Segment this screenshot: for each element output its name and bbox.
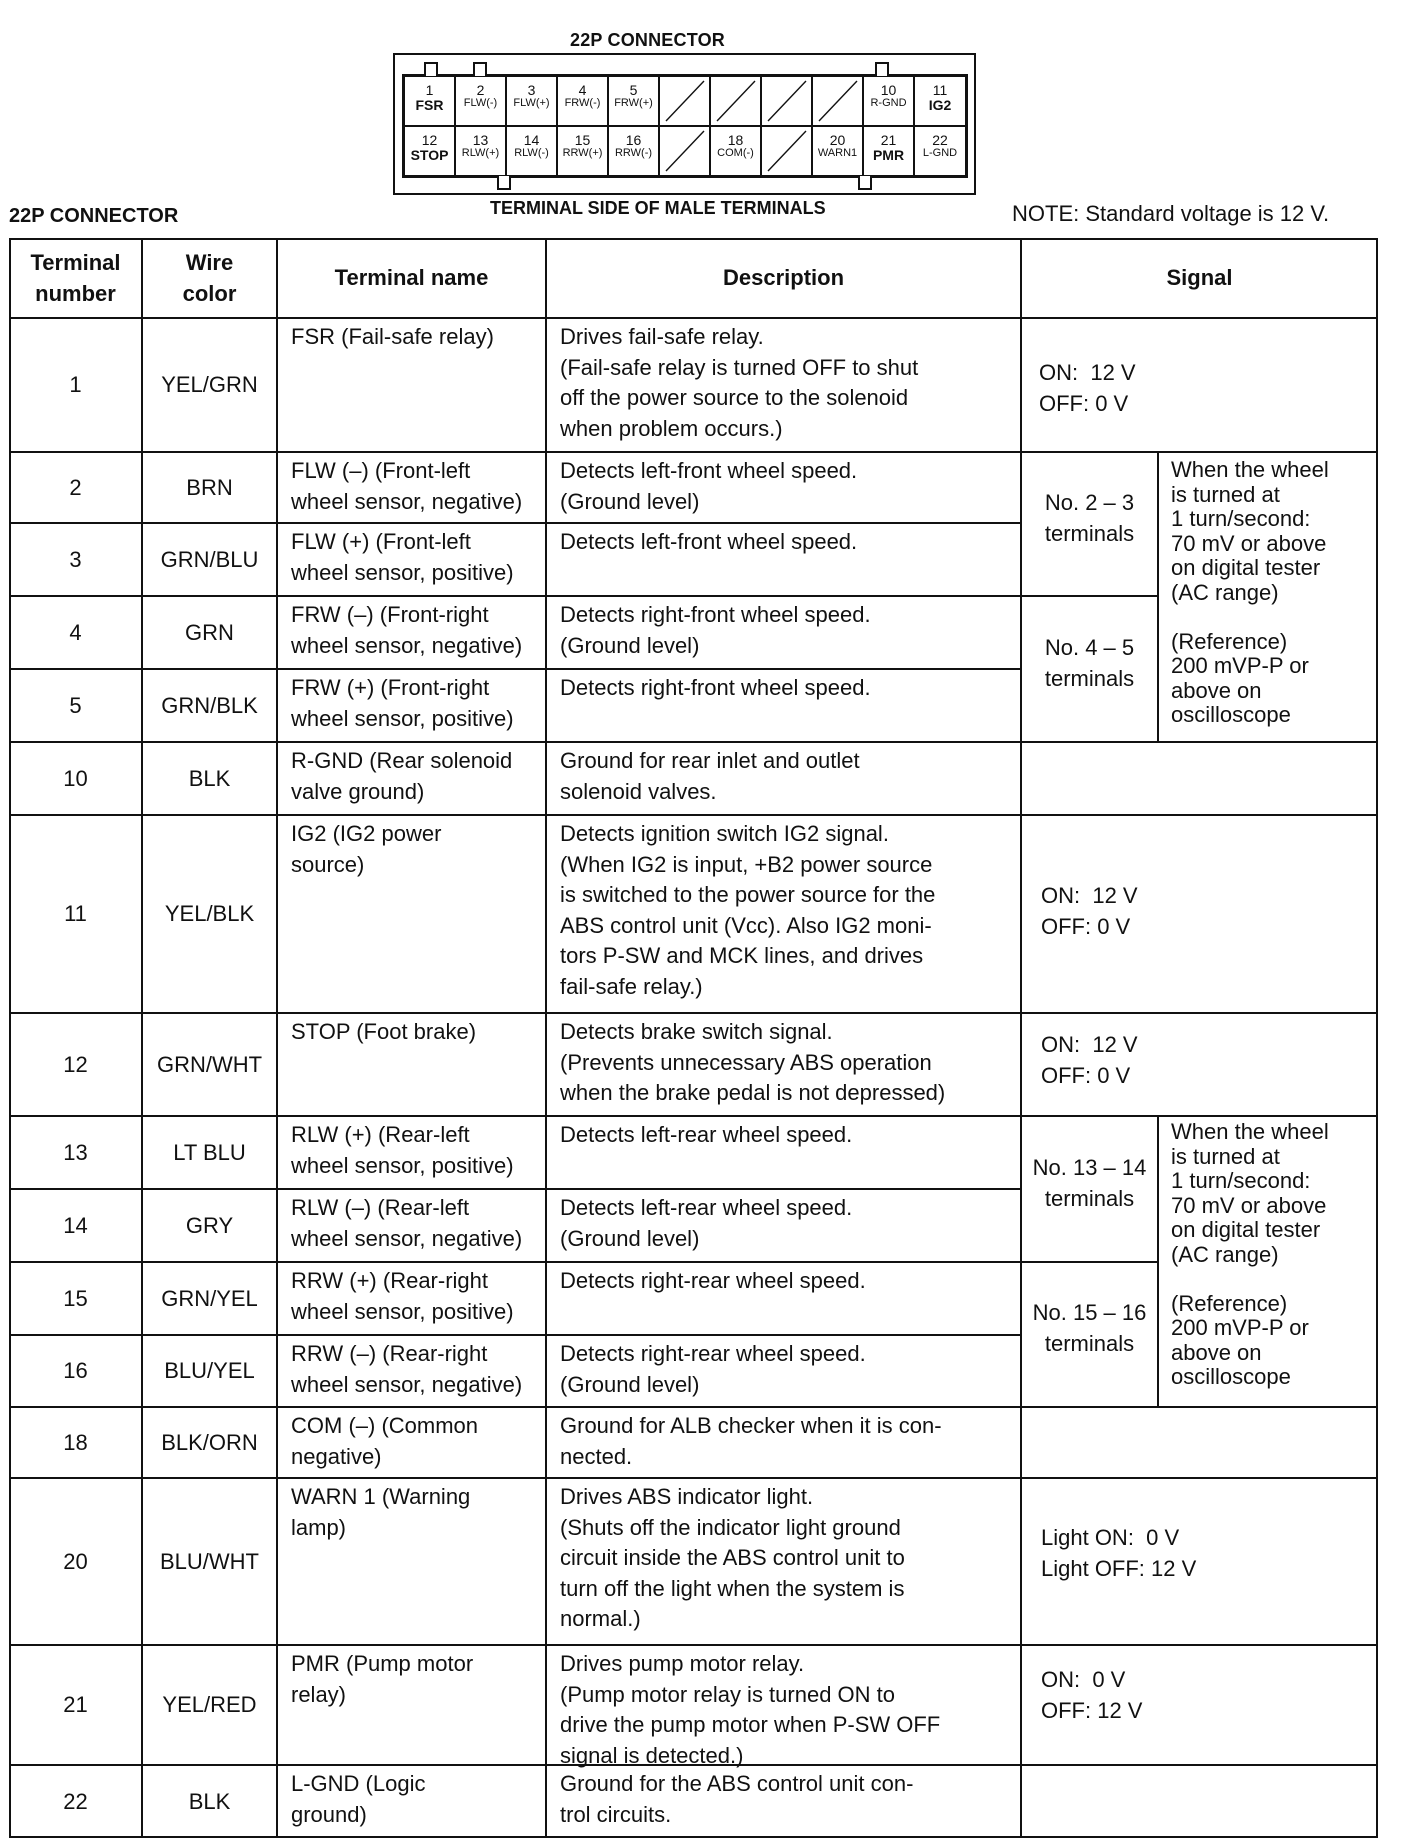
wire-color: BLU/YEL <box>164 1358 255 1383</box>
terminal-name: FLW (+) (Front-left wheel sensor, positive) <box>291 529 514 585</box>
wire-color: GRN/WHT <box>156 1051 263 1077</box>
terminal-description: Detects right-rear wheel speed. <box>560 1268 866 1293</box>
pin-13: 13 RLW(+) <box>455 126 506 176</box>
wire-color: BLK <box>188 765 231 791</box>
header-terminal-number: Terminal number <box>30 250 121 306</box>
terminal-description: Detects right-rear wheel speed. (Ground level) <box>560 1341 866 1397</box>
signal-group-15-16: No. 15 – 16 terminals <box>1032 1300 1147 1356</box>
wire-color: BLK <box>188 1788 231 1814</box>
wire-color: GRY <box>185 1212 234 1238</box>
section-title: 22P CONNECTOR <box>9 205 179 227</box>
header-description: Description <box>722 265 845 290</box>
terminal-number: 4 <box>69 619 82 645</box>
connector-lock-tab <box>497 176 511 190</box>
terminal-name: WARN 1 (Warning lamp) <box>291 1484 471 1540</box>
terminal-name: FSR (Fail-safe relay) <box>291 324 494 349</box>
terminal-number: 3 <box>69 546 82 572</box>
terminal-number: 22 <box>63 1788 88 1814</box>
header-wire-color: Wire color <box>182 250 237 306</box>
wire-color: YEL/BLK <box>164 901 255 926</box>
terminal-number: 14 <box>63 1212 88 1238</box>
wheel-signal-note-1: When the wheel is turned at 1 turn/second: 70 mV or above on digital tester (AC range) (Reference) 200 mVP-P or above on oscilloscope <box>1171 457 1329 727</box>
signal-12: ON: 12 V OFF: 0 V <box>1041 1032 1138 1088</box>
terminal-description: Drives pump motor relay. (Pump motor relay is turned ON to drive the pump motor when P-SW OFF signal is detected.) <box>560 1651 941 1768</box>
connector-title: 22P CONNECTOR <box>570 30 725 50</box>
pin-11: 11 IG2 <box>914 76 966 126</box>
wire-color: GRN/YEL <box>161 1285 258 1311</box>
pin-20: 20 WARN1 <box>812 126 863 176</box>
pin-22: 22 L-GND <box>914 126 966 176</box>
terminal-description: Detects left-rear wheel speed. <box>560 1122 853 1147</box>
header-signal: Signal <box>1166 265 1233 290</box>
signal-11: ON: 12 V OFF: 0 V <box>1041 883 1138 939</box>
terminal-name: FRW (+) (Front-right wheel sensor, positive) <box>291 675 514 731</box>
wire-color: GRN/BLU <box>160 546 259 572</box>
terminal-description: Ground for the ABS control unit con- trol circuits. <box>560 1771 914 1827</box>
terminal-description: Ground for ALB checker when it is con- nected. <box>560 1413 942 1469</box>
terminal-number: 18 <box>63 1429 88 1455</box>
terminal-number: 2 <box>69 474 82 500</box>
connector-lock-tab <box>858 176 872 190</box>
pin-5: 5 FRW(+) <box>608 76 659 126</box>
terminal-name: FLW (–) (Front-left wheel sensor, negative) <box>291 458 523 514</box>
signal-1: ON: 12 V OFF: 0 V <box>1039 360 1136 416</box>
terminal-number: 5 <box>69 692 82 718</box>
connector-lock-tab <box>424 62 438 76</box>
wheel-signal-note-2: When the wheel is turned at 1 turn/second: 70 mV or above on digital tester (AC range) (Reference) 200 mVP-P or above on oscilloscope <box>1171 1119 1329 1389</box>
terminal-number: 13 <box>63 1139 88 1165</box>
header-terminal-name: Terminal name <box>334 265 489 290</box>
terminal-description: Ground for rear inlet and outlet solenoid valves. <box>560 748 860 804</box>
pin-15: 15 RRW(+) <box>557 126 608 176</box>
connector-face <box>402 74 968 178</box>
terminal-number: 10 <box>63 765 88 791</box>
pin-21: 21 PMR <box>863 126 914 176</box>
terminal-name: FRW (–) (Front-right wheel sensor, negative) <box>291 602 523 658</box>
terminal-number: 12 <box>63 1051 88 1077</box>
pin-2: 2 FLW(-) <box>455 76 506 126</box>
signal-group-13-14: No. 13 – 14 terminals <box>1032 1155 1147 1211</box>
wire-color: GRN <box>185 619 234 645</box>
terminal-number: 11 <box>64 901 87 926</box>
terminal-number: 16 <box>63 1358 88 1383</box>
pin-3: 3 FLW(+) <box>506 76 557 126</box>
terminal-description: Detects left-front wheel speed. <box>560 529 858 554</box>
connector-lock-tab <box>473 62 487 76</box>
terminal-name: PMR (Pump motor relay) <box>291 1651 474 1707</box>
terminal-number: 21 <box>63 1692 88 1717</box>
terminal-number: 15 <box>63 1285 88 1311</box>
wire-color: YEL/RED <box>162 1692 257 1717</box>
signal-21: ON: 0 V OFF: 12 V <box>1041 1667 1143 1723</box>
pin-12: 12 STOP <box>404 126 455 176</box>
terminal-number: 20 <box>63 1548 88 1574</box>
terminal-name: RRW (+) (Rear-right wheel sensor, positive) <box>291 1268 514 1324</box>
terminal-name: COM (–) (Common negative) <box>291 1413 479 1469</box>
connector-lock-tab <box>875 62 889 76</box>
terminal-description: Drives fail-safe relay. (Fail-safe relay is turned OFF to shut off the power source to the solenoid when problem occurs.) <box>560 324 919 441</box>
wire-color: YEL/GRN <box>161 372 258 397</box>
terminal-name: STOP (Foot brake) <box>291 1019 477 1044</box>
terminal-table <box>9 238 1378 1838</box>
signal-group-2-3: No. 2 – 3 terminals <box>1044 490 1135 546</box>
wire-color: BLU/WHT <box>160 1548 259 1574</box>
terminal-description: Detects right-front wheel speed. (Ground level) <box>560 602 871 658</box>
wire-color: GRN/BLK <box>161 692 258 718</box>
pin-16: 16 RRW(-) <box>608 126 659 176</box>
terminal-name: RLW (–) (Rear-left wheel sensor, negative) <box>291 1195 523 1251</box>
terminal-description: Detects brake switch signal. (Prevents unnecessary ABS operation when the brake pedal is not depressed) <box>560 1019 946 1105</box>
signal-20: Light ON: 0 V Light OFF: 12 V <box>1041 1525 1197 1581</box>
pin-1: 1 FSR <box>404 76 455 126</box>
empty-cavity-hatch <box>404 76 966 176</box>
terminal-name: RRW (–) (Rear-right wheel sensor, negative) <box>291 1341 523 1397</box>
wire-color: BLK/ORN <box>161 1429 258 1455</box>
terminal-name: R-GND (Rear solenoid valve ground) <box>291 748 513 804</box>
terminal-description: Detects right-front wheel speed. <box>560 675 871 700</box>
terminal-name: L-GND (Logic ground) <box>291 1771 426 1827</box>
pin-14: 14 RLW(-) <box>506 126 557 176</box>
terminal-name: RLW (+) (Rear-left wheel sensor, positive) <box>291 1122 514 1178</box>
terminal-name: IG2 (IG2 power source) <box>291 821 442 877</box>
wire-color: LT BLU <box>173 1139 246 1165</box>
terminal-number: 1 <box>69 372 82 397</box>
terminal-description: Detects ignition switch IG2 signal. (When IG2 is input, +B2 power source is switched to the power source for the ABS control unit (Vcc). Also IG2 moni- tors P-SW and MCK lines, and drives fail-safe relay.) <box>560 821 936 999</box>
pin-4: 4 FRW(-) <box>557 76 608 126</box>
voltage-note: NOTE: Standard voltage is 12 V. <box>1012 201 1330 226</box>
connector-caption: TERMINAL SIDE OF MALE TERMINALS <box>490 198 826 218</box>
pin-18: 18 COM(-) <box>710 126 761 176</box>
terminal-description: Drives ABS indicator light. (Shuts off the indicator light ground circuit inside the ABS control unit to turn off the light when the system is normal.) <box>560 1484 905 1631</box>
terminal-description: Detects left-rear wheel speed. (Ground level) <box>560 1195 853 1251</box>
terminal-description: Detects left-front wheel speed. (Ground level) <box>560 458 858 514</box>
wire-color: BRN <box>186 474 233 500</box>
signal-group-4-5: No. 4 – 5 terminals <box>1044 635 1135 691</box>
pin-10: 10 R-GND <box>863 76 914 126</box>
